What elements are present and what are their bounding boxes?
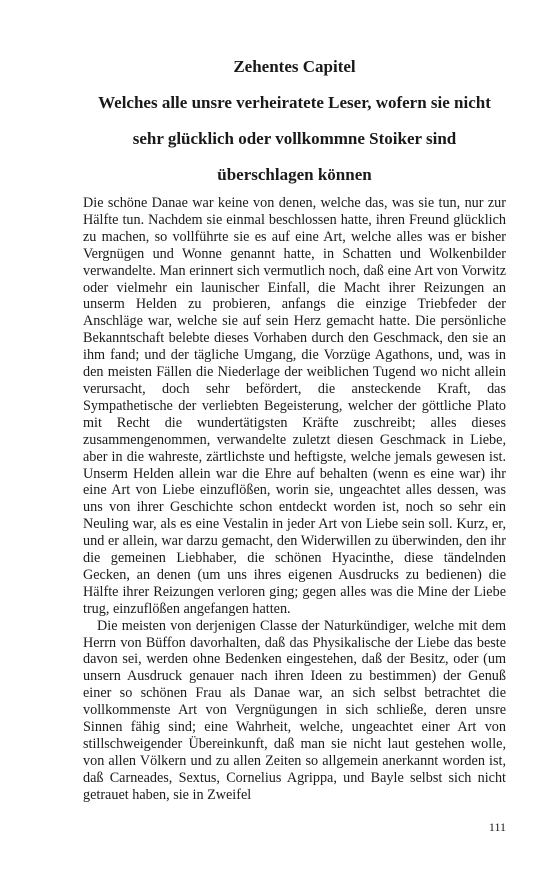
book-page [83,56,506,804]
body-paragraph-2: Die meisten von derjenigen Classe der Naturkündiger, welche mit dem Herrn von Büffon davorhalten, daß das Physikalische der Liebe das beste davon sei, werden ohne Bedenken eingestehen, daß der Besitz, oder (um unsern Ausdruck genauer nach ihren Ideen zu bestimmen) der Genuß einer so schönen Frau als Danae war, an sich selbst betrachtet die vollkommenste Art von Vergnügungen in sich schließe, deren unsre Sinnen fähig sind; eine Wahrheit, welche, ungeachtet einer Art von stillschweigender Übereinkunft, daß man sie nicht laut gestehen wolle, von allen Völkern und zu allen Zeiten so allgemein anerkannt worden ist, daß Carneades, Sextus, Cornelius Agrippa, und Bayle selbst sich nicht getrauet haben, sie in Zweifel [83,617,506,803]
page-number: 111 [488,820,506,834]
chapter-heading-line-3: überschlagen können [217,165,372,184]
chapter-heading-line-1: Welches alle unsre verheiratete Leser, wofern sie nicht [98,93,491,112]
body-paragraph-1: Die schöne Danae war keine von denen, welche das, was sie tun, nur zur Hälfte tun. Nachdem sie einmal beschlossen hatte, ihren Freund glücklich zu machen, so vollführte sie es auf eine Art, welche alles was er bisher Vergnügen und Wonne genannt hatte, in Schatten und Wolkenbilder verwandelte. Man erinnert sich vermutlich noch, daß eine Art von Vorwitz oder vielmehr ein launischer Einfall, die Macht ihrer Reizungen an unserm Helden zu probieren, anfangs die einzige Triebfeder der Anschläge war, welche sie auf sein Herz gemacht hatte. Die persönliche Bekanntschaft belebte dieses Vorhaben durch den Geschmack, den sie an ihm fand; und der tägliche Umgang, die Vorzüge Agathons, und, was in den meisten Fällen die Niederlage der weiblichen Tugend wo nicht allein verursacht, doch sehr befördert, die ansteckende Kraft, das Sympathetische der verliebten Begeisterung, welcher der göttliche Plato mit Recht die wundertätigsten Kräfte zuschreibt; alles dieses zusammengenommen, verwandelte zuletzt diesen Geschmack in Liebe, aber in die wahreste, zärtlichste und heftigste, welche jemals gewesen ist. Unserm Helden allein war die Ehre auf behalten (wenn es eine war) ihr eine Art von Liebe einzuflößen, worin sie, ungeachtet alles dessen, was uns von ihrer Geschichte schon entdeckt worden ist, noch so sehr ein Neuling war, als es eine Vestalin in jeder Art von Liebe sein soll. Kurz, er, und er allein, war darzu gemacht, den Widerwillen zu überwinden, den ihr die gemeinen Liebhaber, die schönen Hyacinthe, diese tändelnden Gecken, an denen (um uns ihres eigenen Ausdrucks zu bedienen) die Hälfte ihrer Reizungen verloren ging; gegen alles was die Mine der Liebe trug, einzuflößen angefangen hatten. [83,195,506,617]
chapter-heading-line-2: sehr glücklich oder vollkommne Stoiker sind [132,129,457,148]
chapter-title: Zehentes Capitel [233,57,356,76]
